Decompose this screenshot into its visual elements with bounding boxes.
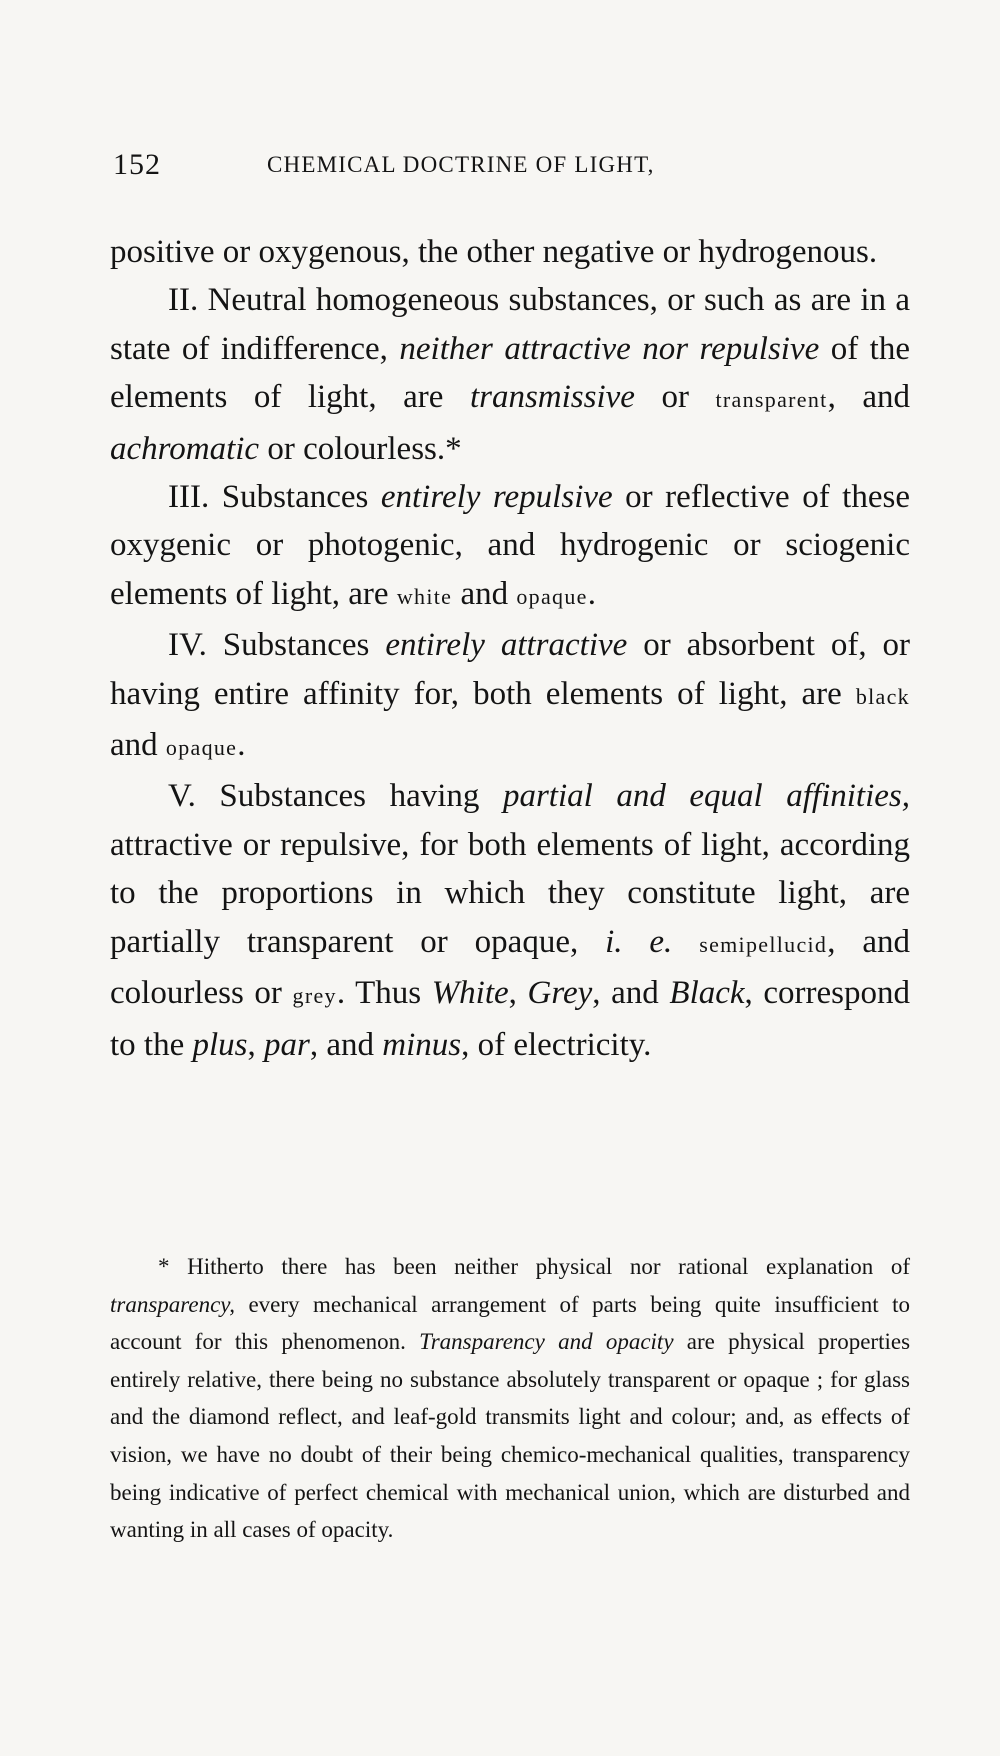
italic-text: minus (382, 1026, 462, 1063)
paragraph-iv (110, 621, 910, 772)
footnote-text (110, 1248, 910, 1549)
text-run: or (634, 379, 716, 416)
main-text (110, 228, 910, 1069)
italic-text: entirely repulsive (380, 479, 613, 516)
text-run: , correspond to the (110, 975, 911, 1063)
text-run: . (237, 727, 246, 764)
italic-text: Grey (527, 975, 593, 1012)
small-caps-text: opaque (516, 583, 588, 609)
small-caps-text: transparent (715, 387, 828, 413)
small-caps-text: black (855, 683, 910, 709)
italic-text: transparency, (110, 1291, 235, 1317)
running-head: CHEMICAL DOCTRINE OF LIGHT, (267, 152, 655, 177)
text-run: are physical properties entirely relative, there being no substance absolutely transparent or opaque ; for glass and the diamond reflect, and leaf-gold transmits light and colour; and, as effects of vision, we have no doubt of their being chemico-mechanical qualities, transparency being indicative of perfect chemical with mechanical union, which are disturbed and wanting in all cases of opacity. (110, 1329, 911, 1543)
italic-text: par (264, 1026, 310, 1063)
text-run: , and (827, 379, 910, 416)
text-run: IV. Substances (168, 627, 386, 664)
italic-text: entirely attractive (385, 627, 628, 664)
text-run: of the elements of light, are (110, 330, 910, 416)
text-run: and (452, 575, 517, 612)
small-caps-text: white (396, 583, 453, 609)
text-run (672, 924, 699, 960)
text-run: , (508, 975, 528, 1012)
text-run: attractive or repulsive, for both elements of light, according to the proportions in which they constitute light, are partially transparent or opaque, (110, 826, 910, 960)
italic-text: neither attractive nor repulsive (399, 330, 820, 367)
page-header (113, 148, 913, 188)
text-run: every mechanical arrangement of parts being quite insufficient to account for this phenomenon. (110, 1291, 910, 1355)
italic-text: Transparency and opacity (419, 1329, 674, 1355)
text-run: V. Substances having (168, 778, 503, 815)
small-caps-text: grey (292, 983, 337, 1009)
page-number: 152 (113, 148, 161, 181)
paragraph-ii (110, 276, 910, 473)
footnote (110, 1248, 910, 1549)
italic-text: White (431, 975, 509, 1012)
paragraph-continuation (110, 228, 910, 276)
text-run: , of electricity. (461, 1026, 652, 1063)
text-run: or absorbent of, or having entire affinity for, both elements of light, are (110, 627, 910, 712)
text-run: , (247, 1026, 264, 1063)
paragraph-v (110, 772, 910, 1068)
text-run: * Hitherto there has been neither physical nor rational explanation of (158, 1254, 910, 1279)
italic-text: plus (192, 1026, 248, 1063)
small-caps-text: semipellucid (699, 931, 828, 957)
text-run: , and (592, 975, 670, 1012)
italic-text: partial and equal affinities, (502, 778, 910, 815)
italic-text: transmissive (469, 379, 635, 416)
text-run: and (110, 727, 166, 764)
text-run: or colourless.* (259, 430, 462, 467)
paragraph-text: positive or oxygenous, the other negative or hydrogenous. (110, 234, 878, 270)
text-run: II. Neutral homogeneous substances, or such as are in a state of indifference, (110, 282, 910, 367)
text-run: . (587, 575, 596, 612)
small-caps-text: opaque (165, 735, 238, 761)
paragraph-iii (110, 473, 910, 621)
text-run: . Thus (336, 975, 432, 1012)
italic-text: i. e. (605, 923, 673, 960)
text-run: , and (309, 1026, 383, 1063)
text-run: III. Substances (168, 479, 381, 516)
italic-text: achromatic (110, 430, 260, 467)
text-run: , and colourless or (110, 923, 911, 1012)
text-run: or reflective of these oxygenic or photogenic, and hydrogenic or sciogenic elements of light, are (110, 479, 910, 612)
italic-text: Black (669, 975, 745, 1012)
